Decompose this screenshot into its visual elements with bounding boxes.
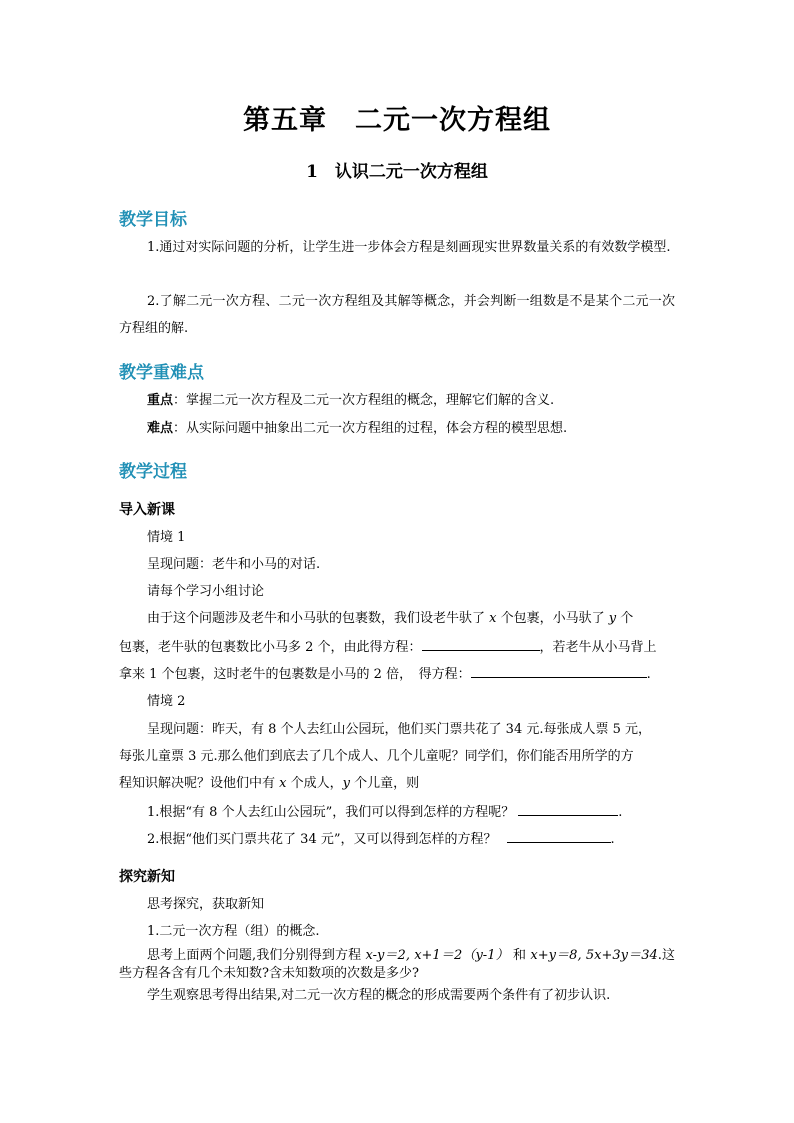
question-2-text: 2.根据“他们买门票共花了 34 元”，又可以得到怎样的方程？ (147, 832, 497, 847)
think-and: 和 (512, 948, 527, 963)
keypoints-heading: 教学重难点 (119, 363, 204, 383)
think-a: 思考上面两个问题,我们分别得到方程 (147, 948, 362, 963)
para1-f: 拿来 1 个包裹，这时老牛的包裹数是小马的 2 倍， 得方程： (119, 667, 471, 682)
para1-a: 由于这个问题涉及老牛和小马驮的包裹数，我们设老牛驮了 (147, 611, 486, 626)
section-title: 1 认识二元一次方程组 (306, 162, 488, 182)
think-b: .这些方程各含有几个未知数?含未知数项的次数是多少? (119, 948, 676, 981)
answer-blank-2[interactable] (471, 663, 647, 678)
hard-point (119, 415, 675, 442)
period: . (610, 832, 615, 847)
period: . (618, 805, 623, 820)
question-1 (147, 799, 622, 826)
hard-label: 难点 (147, 421, 174, 436)
intro-heading: 导入新课 (119, 502, 175, 518)
answer-blank-3[interactable] (518, 801, 618, 816)
period: . (646, 667, 651, 682)
think-paragraph (119, 947, 675, 983)
para1-line3 (119, 661, 651, 688)
discuss-prompt: 请每个学习小组讨论 (147, 584, 265, 599)
goal-item-1: 1.通过对实际问题的分析，让学生进一步体会方程是刻画现实世界数量关系的有效数学模型. (147, 240, 671, 255)
answer-blank-4[interactable] (507, 828, 611, 843)
para1-line1 (147, 605, 633, 632)
para2-line1: 呈现问题：昨天，有 8 个人去红山公园玩，他们买门票共花了 34 元.每张成人票 5 元， (147, 722, 652, 737)
para2-c3: 个儿童，则 (354, 776, 420, 791)
chapter-title: 第五章 二元一次方程组 (243, 105, 551, 136)
goals-heading: 教学目标 (119, 210, 187, 230)
equations-1: x-y＝2, x+1＝2（y-1） (365, 948, 509, 963)
para2-line2: 每张儿童票 3 元.那么他们到底去了几个成人、几个儿童呢？同学们，你们能否用所学的方 (119, 749, 634, 764)
question-2 (147, 826, 615, 853)
process-heading: 教学过程 (119, 462, 187, 482)
para2-c2: 个成人， (290, 776, 343, 791)
concept-title: 1.二元一次方程（组）的概念. (147, 924, 320, 939)
key-label: 重点 (147, 393, 174, 408)
para1-e: ，若老牛从小马背上 (539, 640, 657, 655)
para1-line2 (119, 634, 657, 661)
var-y: y (342, 776, 351, 791)
para1-c: 个 (620, 611, 634, 626)
scene-1-label: 情境 1 (147, 530, 186, 545)
var-x: x (489, 611, 497, 626)
para2-c1: 程知识解决呢？设他们中有 (119, 776, 276, 791)
key-point (119, 387, 675, 414)
para1-b: 个包裹，小马驮了 (500, 611, 605, 626)
goal-item-2: 2.了解二元一次方程、二元一次方程组及其解等概念，并会判断一组数是不是某个二元一次方程组的解. (119, 294, 675, 336)
equations-2: x+y＝8, 5x+3y＝34 (530, 948, 658, 963)
answer-blank-1[interactable] (422, 636, 540, 651)
para2-line3 (119, 770, 419, 797)
var-y: y (608, 611, 617, 626)
para1-d: 包裹，老牛驮的包裹数比小马多 2 个，由此得方程： (119, 640, 422, 655)
explore-heading: 探究新知 (119, 869, 175, 885)
scene-1-problem: 呈现问题：老牛和小马的对话. (147, 557, 321, 572)
var-x: x (279, 776, 287, 791)
key-text: ：掌握二元一次方程及二元一次方程组的概念，理解它们解的含义. (173, 393, 555, 408)
question-1-text: 1.根据“有 8 个人去红山公园玩”，我们可以得到怎样的方程呢？ (147, 805, 515, 820)
scene-2-label: 情境 2 (147, 694, 186, 709)
explore-sub: 思考探究，获取新知 (147, 897, 265, 912)
hard-text: ：从实际问题中抽象出二元一次方程组的过程，体会方程的模型思想. (173, 421, 568, 436)
observe-paragraph: 学生观察思考得出结果,对二元一次方程的概念的形成需要两个条件有了初步认识. (147, 988, 611, 1003)
